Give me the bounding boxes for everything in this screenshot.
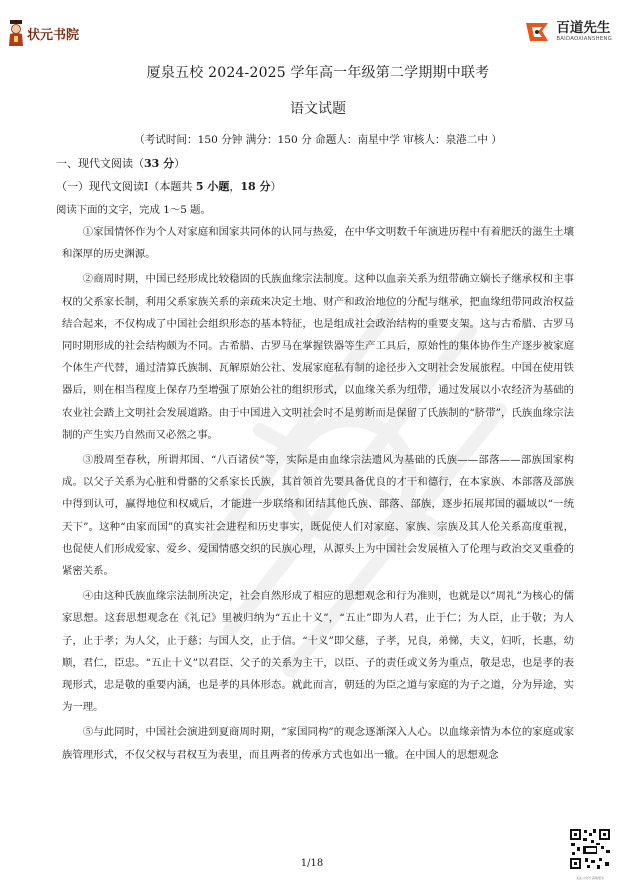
paragraph-5: ⑤与此同时，中国社会演进到夏商周时期，“家国同构”的观念逐渐深入人心。以血缘亲情为本位的家庭或家族管理形式，不仅父权与君权互为表里，而且两者的传承方式也如出一辙。在中国人的思想观念: [62, 726, 574, 761]
paragraph-4: ④由这种氏族血缘宗法制所决定，社会自然形成了相应的思想观念和行为准则，也就是以“周礼”为核心的儒家思想。这套思想观念在《礼记》里被归纳为“五止十义”，“五止”即为人君，止于仁；为人臣，止于敬；为人子，止于孝；为人父，止于慈；与国人交，止于信。“十义”即父慈，子孝，兄良，弟悌，夫义，妇听，长惠，幼顺，君仁，臣忠。“五止十义”以君臣、父子的关系为主干，以臣、子的责任或义务为重点，敬是忠，也是孝的表现形式，忠是敬的重要内涵，也是孝的具体形态。就此而言，朝廷的为臣之道与家庭的为子之道，分为异途，实为一理。: [62, 590, 574, 714]
subsection-score: 18 分: [240, 180, 271, 193]
baidao-emblem-icon: [522, 17, 552, 47]
scholar-icon: [8, 20, 24, 46]
subsection-suffix: ）: [270, 180, 282, 193]
exam-title: 厦泉五校 2024-2025 学年高一年级第二学期期中联考: [146, 65, 490, 81]
subsection-count: 5 小题: [195, 180, 230, 193]
paragraph-1: ①家国情怀作为个人对家庭和国家共同体的认同与热爱，在中华文明数千年演进历程中有着肥沃的滋生土壤和深厚的历史渊源。: [62, 226, 574, 261]
subsection-heading: [56, 178, 574, 194]
paragraph-2: ②商周时期，中国已经形成比较稳固的氏族血缘宗法制度。这种以血亲关系为纽带确立嫡长子继承权和主事权的父系家长制，利用父系家族关系的亲疏来决定土地、财产和政治地位的分配与继承，把血缘纽带同政治权益结合起来，不仅构成了中国社会组织形态的基本特征，也是组成社会政治结构的重要支架。这与古希腊、古罗马同时期形成的社会结构颇为不同。古希腊、古罗马在掌握铁器等生产工具后，原始性的集体协作生产逐步被家庭个体生产代替，通过清算氏族制、瓦解原始公社、发展家庭私有制的途径步入文明社会发展旅程。中国在使用铁器后，则在相当程度上保存乃至增强了原始公社的组织形式，以血缘关系为纽带，通过发展以小农经济为基础的农业社会踏上文明社会发展道路。由于中国进入文明社会时不是剪断而是保留了氏族制的“脐带”，氏族血缘宗法制的产生实乃自然而又必然之事。: [62, 273, 574, 441]
qr-label: 关注公众号 获取更多: [576, 876, 604, 880]
exam-subtitle: 语文试题: [290, 101, 346, 117]
page-number: 1/18: [300, 858, 324, 869]
section-suffix: ）: [174, 157, 186, 170]
reading-instruction: 阅读下面的文字，完成 1～5 题。: [56, 204, 211, 216]
right-logo-en: BAIDAOXIANSHENG: [556, 36, 612, 43]
section-score: 33 分: [144, 157, 175, 170]
subsection-prefix: （一）现代文阅读Ⅰ（本题共: [56, 180, 196, 193]
zhuangyuan-logo: [8, 18, 79, 48]
section-prefix: 一、现代文阅读（: [56, 157, 144, 170]
exam-info: （考试时间：150 分钟 满分：150 分 命题人：南星中学 审核人：泉港二中 ）: [134, 134, 502, 146]
subsection-middle: ，: [229, 180, 241, 193]
paragraph-3: ③殷周至春秋，所谓邦国、“八百诸侯”等，实际是由血缘宗法遗风为基础的氏族——部落——部族国家构成。以父子关系为心脏和骨骼的父系家长氏族，其首领首先要具备优良的才干和德行，在本家族、本部落及部族中得到认可，赢得地位和权威后，才能进一步联络和团结其他氏族、部落、部族，逐步拓展邦国的疆域以“一统天下”。这种“由家而国”的真实社会进程和历史事实，既促使人们对家庭、家族、宗族及其人伦关系高度重视，也促使人们形成爱家、爱乡、爱国情感交织的民族心理，从源头上为中国社会发展植入了伦理与政治交叉重叠的紧密关系。: [62, 454, 574, 578]
section-heading: [56, 155, 574, 171]
baidao-logo: [522, 14, 612, 50]
document-body: [56, 58, 574, 766]
left-logo-text: 状元书院: [27, 27, 80, 43]
right-logo-cn: 百道先生: [556, 19, 611, 36]
qr-code-icon: [569, 828, 611, 878]
